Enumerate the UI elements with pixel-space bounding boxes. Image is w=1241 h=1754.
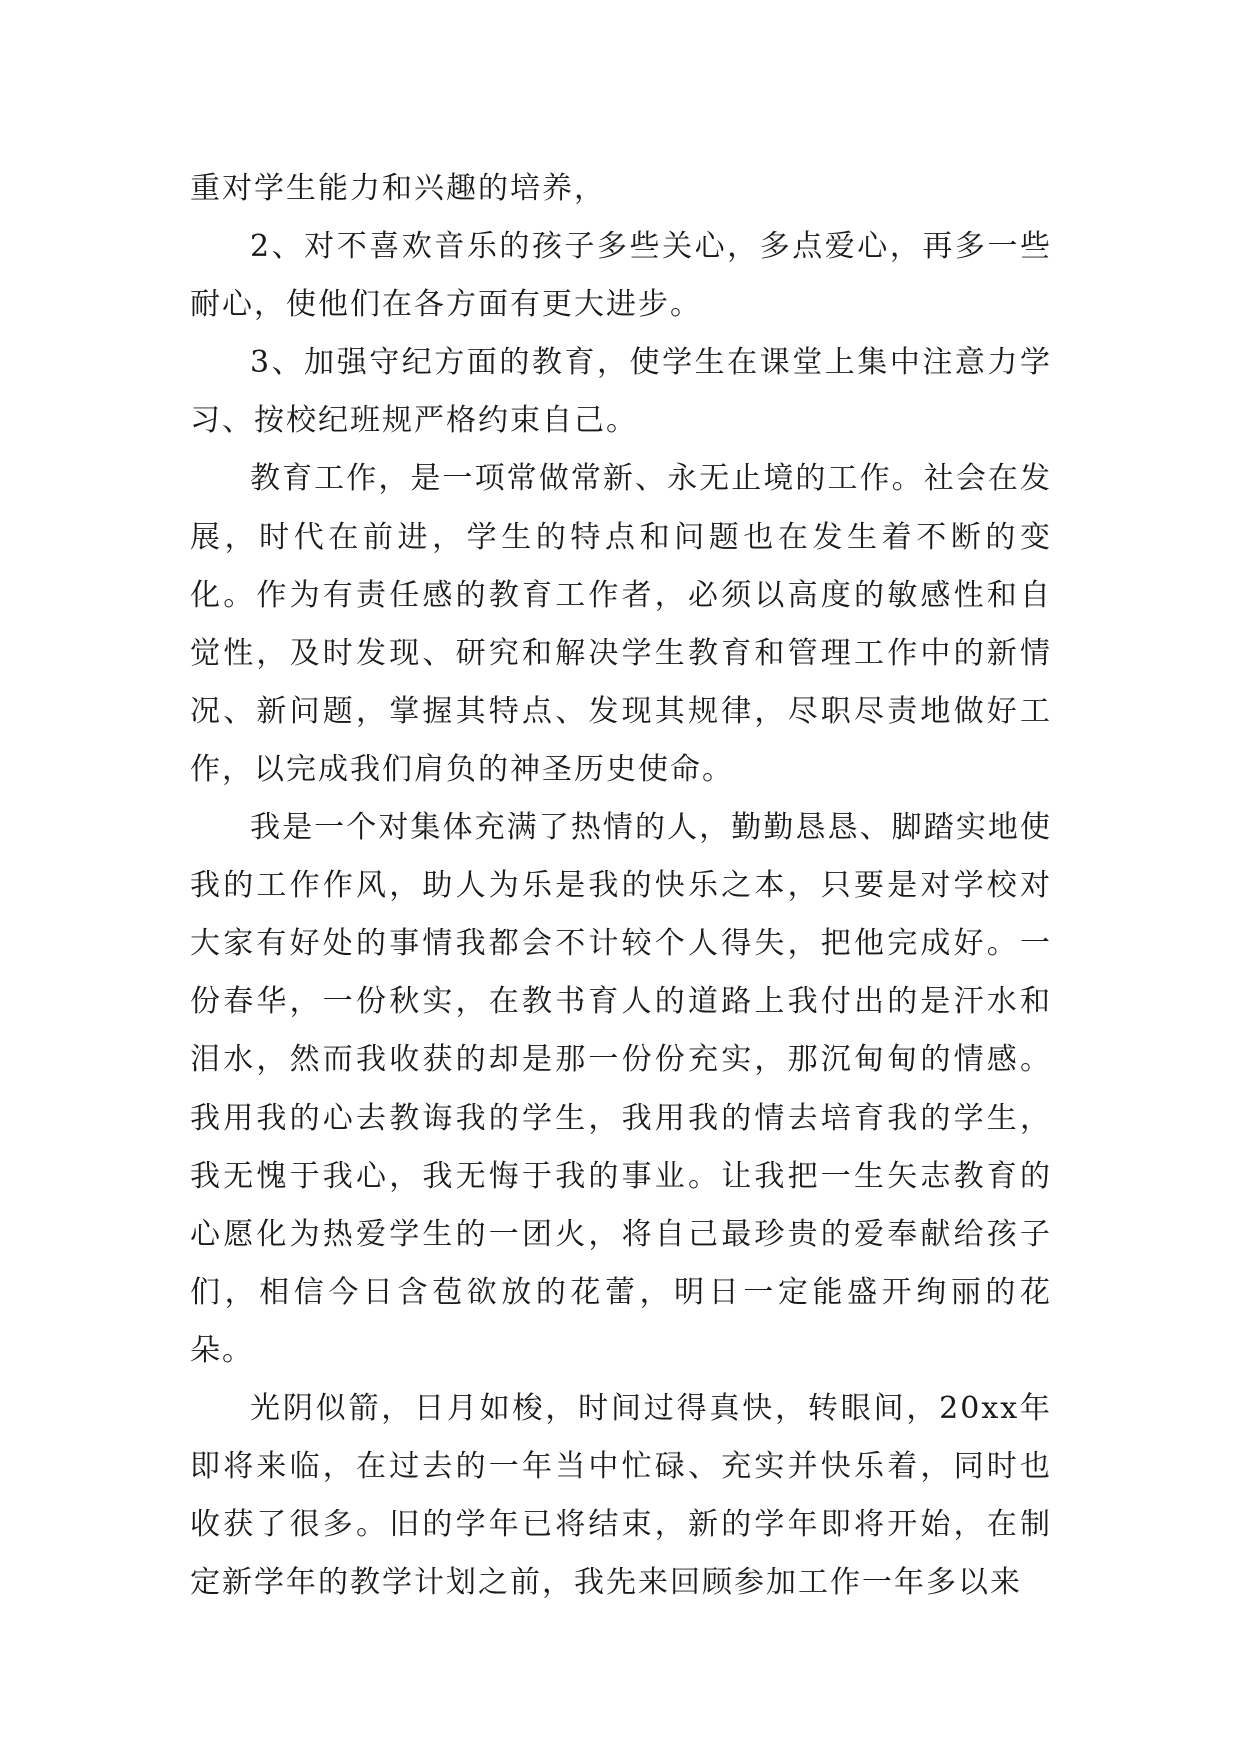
paragraph-time-flies: 光阴似箭，日月如梭，时间过得真快，转眼间，20xx年即将来临，在过去的一年当中忙碌、充实并快乐着，同时也收获了很多。旧的学年已将结束，新的学年即将开始，在制定新学年的教学计划之前，我先来回顾参加工作一年多以来 xyxy=(190,1390,1052,1601)
paragraph-education-work: 教育工作，是一项常做常新、永无止境的工作。社会在发展，时代在前进，学生的特点和问题也在发生着不断的变化。作为有责任感的教育工作者，必须以高度的敏感性和自觉性，及时发现、研究和解决学生教育和管理工作中的新情况、新问题，掌握其特点、发现其规律，尽职尽责地做好工作，以完成我们肩负的神圣历史使命。 xyxy=(190,461,1052,787)
paragraph-self-reflection: 我是一个对集体充满了热情的人，勤勤恳恳、脚踏实地使我的工作作风，助人为乐是我的快乐之本，只要是对学校对大家有好处的事情我都会不计较个人得失，把他完成好。一份春华，一份秋实，在教书育人的道路上我付出的是汗水和泪水，然而我收获的却是那一份份充实，那沉甸甸的情感。我用我的心去教诲我的学生，我用我的情去培育我的学生，我无愧于我心，我无悔于我的事业。让我把一生矢志教育的心愿化为热爱学生的一团火，将自己最珍贵的爱奉献给孩子们，相信今日含苞欲放的花蕾，明日一定能盛开绚丽的花朵。 xyxy=(190,810,1052,1368)
paragraph-continuation: 重对学生能力和兴趣的培养， xyxy=(190,171,606,206)
paragraph-item-3: 3、加强守纪方面的教育，使学生在课堂上集中注意力学习、按校纪班规严格约束自己。 xyxy=(190,345,1052,439)
paragraph-item-2: 2、对不喜欢音乐的孩子多些关心，多点爱心，再多一些耐心，使他们在各方面有更大进步。 xyxy=(190,229,1052,323)
document-body xyxy=(190,160,1052,1612)
